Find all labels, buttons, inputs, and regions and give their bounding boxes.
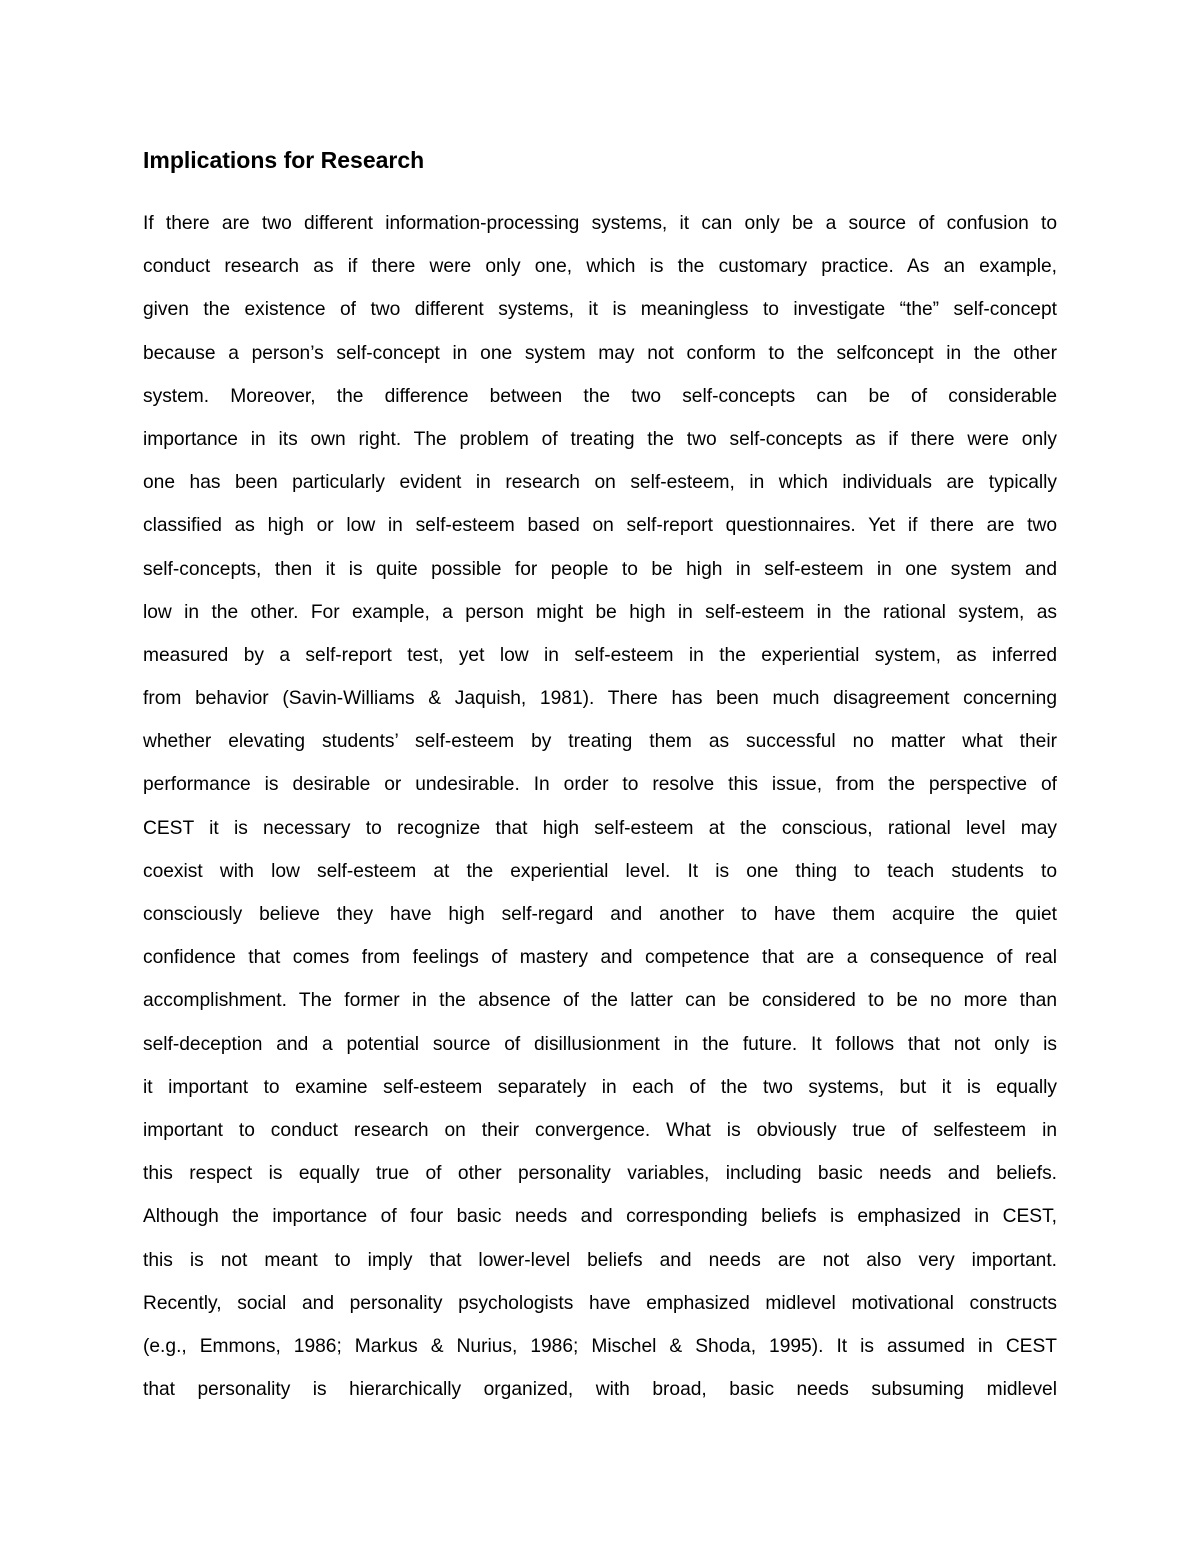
- paragraph-line: self-concepts, then it is quite possible for people to be high in self-esteem in one system and: [143, 558, 1057, 580]
- paragraph-line: low in the other. For example, a person might be high in self-esteem in the rational system, as: [143, 601, 1057, 623]
- paragraph-line: whether elevating students’ self-esteem by treating them as successful no matter what their: [143, 731, 1057, 753]
- paragraph-line: accomplishment. The former in the absence of the latter can be considered to be no more than: [143, 990, 1057, 1012]
- paragraph-line: this is not meant to imply that lower-level beliefs and needs are not also very important.: [143, 1249, 1057, 1271]
- paragraph-line: given the existence of two different systems, it is meaningless to investigate “the” self-concept: [143, 299, 1057, 321]
- paragraph-line: confidence that comes from feelings of mastery and competence that are a consequence of real: [143, 947, 1057, 969]
- paragraph-line: self-deception and a potential source of disillusionment in the future. It follows that not only is: [143, 1033, 1057, 1055]
- paragraph-line: measured by a self-report test, yet low in self-esteem in the experiential system, as inferred: [143, 644, 1057, 666]
- paragraph-line: that personality is hierarchically organized, with broad, basic needs subsuming midlevel: [143, 1379, 1057, 1401]
- paragraph-line: conduct research as if there were only one, which is the customary practice. As an example,: [143, 256, 1057, 278]
- paragraph-line: coexist with low self-esteem at the experiential level. It is one thing to teach students to: [143, 860, 1057, 882]
- paragraph-line: it important to examine self-esteem separately in each of the two systems, but it is equally: [143, 1076, 1057, 1098]
- paragraph-line: this respect is equally true of other personality variables, including basic needs and beliefs.: [143, 1163, 1057, 1185]
- body-paragraph: [143, 202, 1057, 1411]
- paragraph-line: system. Moreover, the difference between the two self-concepts can be of considerable: [143, 385, 1057, 407]
- paragraph-line: If there are two different information-processing systems, it can only be a source of confusion to: [143, 213, 1057, 234]
- paragraph-line: because a person’s self-concept in one system may not conform to the selfconcept in the other: [143, 342, 1057, 364]
- paragraph-line: Although the importance of four basic needs and corresponding beliefs is emphasized in CEST,: [143, 1206, 1057, 1228]
- paragraph-line: CEST it is necessary to recognize that high self-esteem at the conscious, rational level may: [143, 817, 1057, 839]
- paragraph-line: one has been particularly evident in research on self-esteem, in which individuals are typically: [143, 472, 1057, 494]
- paragraph-line: consciously believe they have high self-regard and another to have them acquire the quiet: [143, 904, 1057, 925]
- paragraph-line: importance in its own right. The problem of treating the two self-concepts as if there were only: [143, 428, 1057, 450]
- paragraph-line: important to conduct research on their convergence. What is obviously true of selfesteem in: [143, 1119, 1057, 1141]
- paragraph-line: classified as high or low in self-esteem based on self-report questionnaires. Yet if there are two: [143, 515, 1057, 537]
- paragraph-line: from behavior (Savin-Williams & Jaquish, 1981). There has been much disagreement concerning: [143, 688, 1057, 710]
- paragraph-line: performance is desirable or undesirable. In order to resolve this issue, from the perspective of: [143, 774, 1057, 796]
- paragraph-line: Recently, social and personality psychologists have emphasized midlevel motivational constructs: [143, 1292, 1057, 1314]
- section-heading: Implications for Research: [143, 147, 425, 173]
- paragraph-line: (e.g., Emmons, 1986; Markus & Nurius, 1986; Mischel & Shoda, 1995). It is assumed in CEST: [143, 1335, 1057, 1357]
